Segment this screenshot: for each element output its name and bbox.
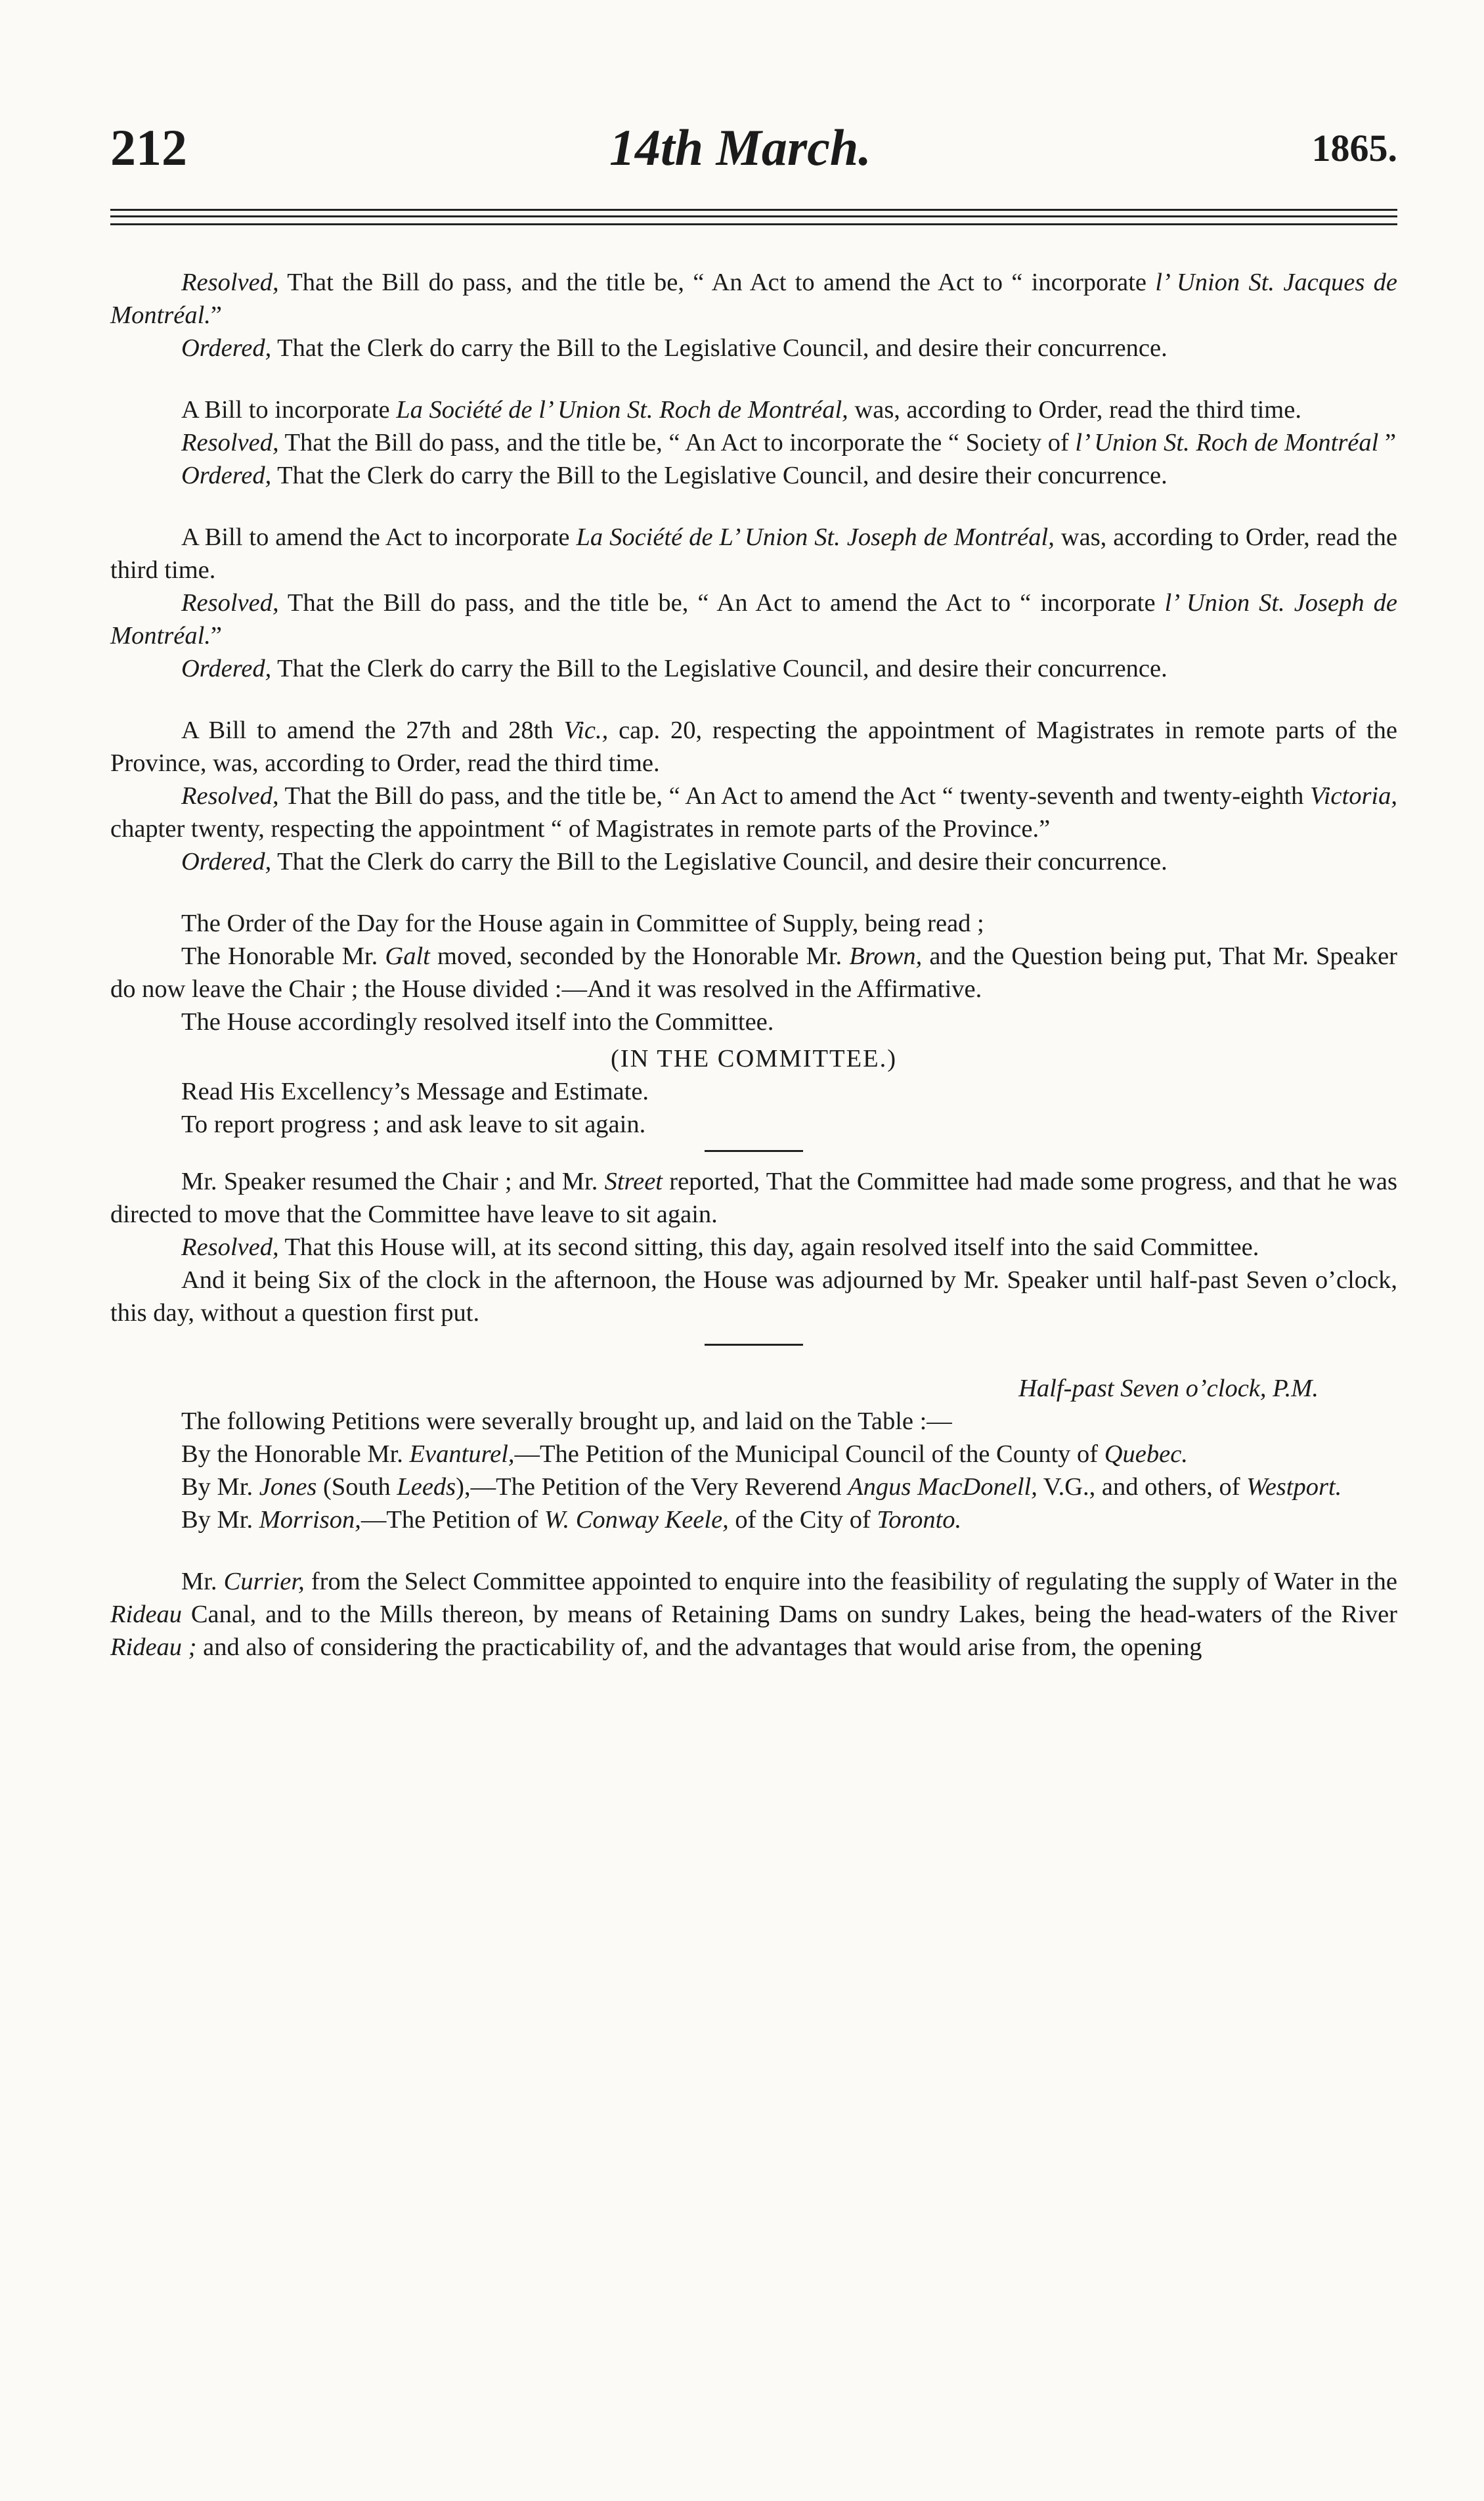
text-run: That the Bill do pass, and the title be, “ An Act to amend the Act to “ incorporate [278,269,1156,296]
italic-text: Toronto. [877,1506,962,1534]
text-run: That the Clerk do carry the Bill to the Legislative Council, and desire their concurrence. [271,848,1168,875]
text-run: V.G., and others, of [1037,1473,1247,1501]
italic-text: Morrison, [259,1506,361,1534]
journal-paragraph [110,1264,1397,1329]
italic-text: W. Conway Keele, [544,1506,729,1534]
text-run: By Mr. [181,1506,259,1534]
text-run: That the Clerk do carry the Bill to the Legislative Council, and desire their concurrence. [271,462,1168,489]
journal-paragraph [110,780,1397,845]
text-run: —The Petition of [360,1506,544,1534]
italic-text: Angus MacDonell, [848,1473,1037,1501]
journal-paragraph [110,845,1397,878]
italic-text: Victoria, [1310,782,1397,810]
page-header [110,112,1397,184]
journal-paragraph [110,1565,1397,1664]
header-rule-middle [110,215,1397,217]
text-run: from the Select Committee appointed to enquire into the feasibility of regulating the supply of Water in the [304,1568,1397,1595]
page-year: 1865. [1311,127,1397,169]
journal-body [110,266,1397,1664]
text-run: That the Bill do pass, and the title be, “ An Act to amend the Act “ twenty-seventh and twenty-eighth [278,782,1311,810]
text-run: A Bill to amend the 27th and 28th [181,717,564,744]
journal-paragraph [110,1471,1397,1503]
text-run: By the Honorable Mr. [181,1440,410,1468]
journal-paragraph [110,587,1397,652]
text-run: The following Petitions were severally brought up, and laid on the Table :— [181,1407,952,1435]
text-run: Mr. Speaker resumed the Chair ; and Mr. [181,1168,605,1195]
journal-paragraph [110,940,1397,1006]
italic-text: Evanturel, [409,1440,515,1468]
text-run: Canal, and to the Mills thereon, by means of Retaining Dams on sundry Lakes, being the head-waters of the River [182,1601,1397,1628]
text-run: The House accordingly resolved itself into the Committee. [181,1008,774,1036]
text-run: of the City of [728,1506,877,1534]
text-run: was, according to Order, read the third time. [110,523,1397,584]
journal-paragraph [110,426,1397,459]
italic-text: Westport. [1246,1473,1342,1501]
journal-paragraph [110,1503,1397,1536]
text-run: and also of considering the practicability of, and the advantages that would arise from, the opening [196,1633,1202,1661]
text-run: ” [1378,429,1397,456]
proceedings-section-bills [110,266,1397,1038]
italic-text: l’ Union St. Roch de Montréal [1075,429,1379,456]
header-rule-top [110,209,1397,211]
italic-text: Jones [259,1473,317,1501]
italic-text: Quebec. [1104,1440,1188,1468]
italic-text: l’ Union St. Joseph de Montréal. [110,589,1397,650]
italic-text: La Société de l’ Union St. Roch de Montréal, [396,396,848,424]
evening-sitting-time: Half-past Seven o’clock, P.M. [1018,1375,1319,1402]
text-run: cap. 20, respecting the appointment of Magistrates in remote parts of the Province, was, according to Order, read the third time. [110,717,1397,777]
page-number: 212 [110,119,187,176]
header-rule-bottom [110,223,1397,225]
italic-text: Ordered, [181,462,272,489]
text-run: That the Bill do pass, and the title be, “ An Act to amend the Act to “ incorporate [278,589,1165,617]
italic-text: Galt [385,942,430,970]
text-run: That this House will, at its second sitting, this day, again resolved itself into the said Committee. [278,1233,1259,1261]
proceedings-section-speaker [110,1165,1397,1329]
text-run: And it being Six of the clock in the afternoon, the House was adjourned by Mr. Speaker until half-past Seven o’clock, this day, without a question first put. [110,1266,1397,1327]
italic-text: Ordered, [181,655,272,682]
text-run: and the Question being put, That Mr. Speaker do now leave the Chair ; the House divided :—And it was resolved in the Affirmative. [110,942,1397,1003]
italic-text: Ordered, [181,334,272,362]
text-run: reported, That the Committee had made some progress, and that he was directed to move that the Committee have leave to sit again. [110,1168,1398,1228]
italic-text: Currier, [223,1568,305,1595]
text-run: Mr. [181,1568,224,1595]
italic-text: Resolved, [181,589,279,617]
journal-paragraph [110,1405,1397,1438]
text-run: By Mr. [181,1473,259,1501]
italic-text: Leeds [397,1473,456,1501]
text-run: The Order of the Day for the House again in Committee of Supply, being read ; [181,910,984,937]
text-run: moved, seconded by the Honorable Mr. [429,942,850,970]
journal-paragraph [110,521,1397,587]
proceedings-section-petitions [110,1405,1397,1664]
committee-line: Read His Excellency’s Message and Estimate. [181,1078,649,1105]
italic-text: Ordered, [181,848,272,875]
italic-text: Vic., [563,717,609,744]
journal-paragraph [110,1165,1397,1231]
text-run: A Bill to amend the Act to incorporate [181,523,577,551]
journal-paragraph [110,266,1397,332]
journal-paragraph [110,907,1397,940]
journal-paragraph [110,714,1397,780]
text-run: That the Clerk do carry the Bill to the Legislative Council, and desire their concurrence. [271,334,1168,362]
section-separator [705,1344,803,1346]
committee-line: To report progress ; and ask leave to sit again. [181,1111,646,1138]
committee-heading: (IN THE COMMITTEE.) [610,1045,898,1073]
journal-paragraph [110,393,1397,426]
text-run: —The Petition of the Municipal Council of the County of [514,1440,1104,1468]
text-run: The Honorable Mr. [181,942,385,970]
text-run: ),—The Petition of the Very Reverend [456,1473,848,1501]
journal-paragraph [110,1438,1397,1471]
italic-text: Brown, [849,942,923,970]
italic-text: l’ Union St. Jacques de Montréal. [110,269,1397,329]
text-run: That the Clerk do carry the Bill to the Legislative Council, and desire their concurrence. [271,655,1168,682]
italic-text: Street [604,1168,663,1195]
italic-text: Resolved, [181,782,279,810]
text-run: was, according to Order, read the third time. [848,396,1301,424]
page-date-heading: 14th March. [609,119,871,176]
text-run: chapter twenty, respecting the appointment “ of Magistrates in remote parts of the Province.” [110,815,1051,843]
text-run: (South [316,1473,397,1501]
italic-text: Resolved, [181,429,279,456]
journal-paragraph [110,332,1397,365]
section-separator [705,1150,803,1152]
journal-paragraph [110,459,1397,492]
italic-text: La Société de L’ Union St. Joseph de Montréal, [576,523,1055,551]
italic-text: Resolved, [181,1233,279,1261]
journal-paragraph [110,1231,1397,1264]
italic-text: Rideau ; [110,1633,197,1661]
italic-text: Rideau [110,1601,183,1628]
text-run: ” [210,622,223,650]
text-run: ” [210,301,223,329]
journal-paragraph [110,1006,1397,1038]
text-run: That the Bill do pass, and the title be, “ An Act to incorporate the “ Society of [278,429,1076,456]
italic-text: Resolved, [181,269,279,296]
journal-paragraph [110,652,1397,685]
text-run: A Bill to incorporate [181,396,397,424]
